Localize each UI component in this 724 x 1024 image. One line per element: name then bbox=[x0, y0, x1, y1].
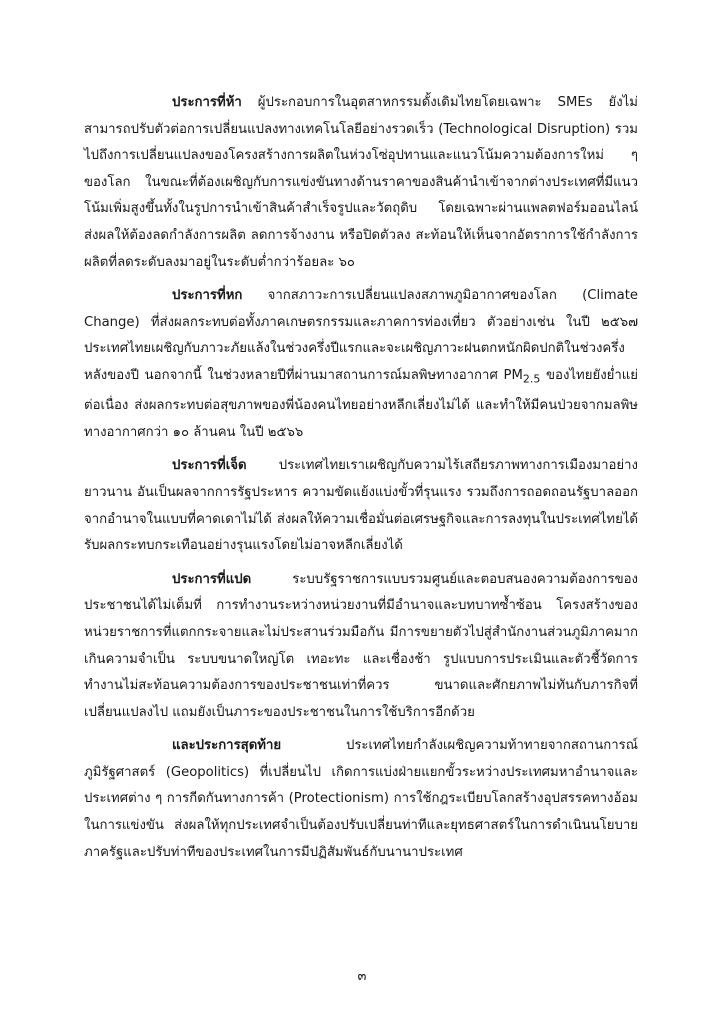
paragraph-heading: ประการที่หก bbox=[172, 288, 243, 304]
paragraph-text: จากสภาวะการเปลี่ยนแปลงสภาพภูมิอากาศของโลก (Climate Change) ที่ส่งผลกระทบต่อทั้งภาคเกษตรกรรมและภาคการท่องเที่ยว ตัวอย่างเช่น ในปี ๒๕๖๗ ประเทศไทยเผชิญกับภาวะภัยแล้งในช่วงครึ่งปีแรกและจะเผชิญภาวะฝนตกหนักผิดปกติในช่วงครึ่งหลังของปี นอกจากนี้ ในช่วงหลายปีที่ผ่านมาสถานการณ์มลพิษทางอากาศ PM bbox=[84, 288, 638, 383]
paragraph-sixth-factor bbox=[84, 283, 638, 446]
paragraph-text: ระบบรัฐราชการแบบรวมศูนย์และตอบสนองความต้องการของประชาชนได้ไม่เต็มที่ การทำงานระหว่างหน่วยงานที่มีอำนาจและบทบาทซ้ำซ้อน โครงสร้างของหน่วยราชการที่แตกกระจายและไม่ประสานร่วมมือกัน มีการขยายตัวไปสู่สำนักงานส่วนภูมิภาคมากเกินความจำเป็น ระบบขนาดใหญ่โต เทอะทะ และเชื่องช้า รูปแบบการประเมินและตัวชี้วัดการทำงานไม่สะท้อนความต้องการของประชาชนเท่าที่ควร ขนาดและศักยภาพไม่ทันกับภารกิจที่เปลี่ยนแปลงไป แถมยังเป็นภาระของประชาชนในการใช้บริการอีกด้วย bbox=[84, 571, 638, 720]
paragraph-seventh-factor bbox=[84, 453, 638, 559]
paragraph-text: ประเทศไทยเราเผชิญกับความไร้เสถียรภาพทางการเมืองมาอย่างยาวนาน อันเป็นผลจากการรัฐประหาร ความขัดแย้งแบ่งขั้วที่รุนแรง รวมถึงการถอดถอนรัฐบาลออกจากอำนาจในแบบที่คาดเดาไม่ได้ ส่งผลให้ความเชื่อมั่นต่อเศรษฐกิจและการลงทุนในประเทศไทยได้รับผลกระทบกระเทือนอย่างรุนแรงโดยไม่อาจหลีกเลี่ยงได้ bbox=[84, 458, 638, 554]
paragraph-text: ผู้ประกอบการในอุตสาหกรรมดั้งเดิมไทยโดยเฉพาะ SMEs ยังไม่สามารถปรับตัวต่อการเปลี่ยนแปลงทางเทคโนโลยีอย่างรวดเร็ว (Technological Disruption) รวมไปถึงการเปลี่ยนแปลงของโครงสร้างการผลิตในห่วงโซ่อุปทานและแนวโน้มความต้องการใหม่ ๆ ของโลก ในขณะที่ต้องเผชิญกับการแข่งขันทางด้านราคาของสินค้านำเข้าจากต่างประเทศที่มีแนวโน้มเพิ่มสูงขึ้นทั้งในรูปการนำเข้าสินค้าสำเร็จรูปและวัตถุดิบ โดยเฉพาะผ่านแพลตฟอร์มออนไลน์ ส่งผลให้ต้องลดกำลังการผลิต ลดการจ้างงาน หรือปิดตัวลง สะท้อนให้เห็นจากอัตราการใช้กำลังการผลิตที่ลดระดับลงมาอยู่ในระดับต่ำกว่าร้อยละ ๖๐ bbox=[84, 95, 638, 270]
paragraph-heading: ประการที่เจ็ด bbox=[172, 458, 247, 474]
paragraph-text: ประเทศไทยกำลังเผชิญความท้าทายจากสถานการณ์ภูมิรัฐศาสตร์ (Geopolitics) ที่เปลี่ยนไป เกิดการแบ่งฝ่ายแยกขั้วระหว่างประเทศมหาอำนาจและประเทศต่าง ๆ การกีดกันทางการค้า (Protectionism) การใช้กฎระเบียบโลกสร้างอุปสรรคทางอ้อมในการแข่งขัน ส่งผลให้ทุกประเทศจำเป็นต้องปรับเปลี่ยนท่าทีและยุทธศาสตร์ในการดำเนินนโยบายภาครัฐและปรับท่าทีของประเทศในการมีปฏิสัมพันธ์กับนานาประเทศ bbox=[84, 738, 638, 860]
paragraph-heading: และประการสุดท้าย bbox=[172, 738, 282, 754]
page-number: ๓ bbox=[357, 969, 367, 984]
paragraph-eighth-factor bbox=[84, 567, 638, 727]
pm-subscript: 2.5 bbox=[522, 372, 541, 386]
paragraph-heading: ประการที่ห้า bbox=[172, 95, 242, 110]
paragraph-heading: ประการที่แปด bbox=[172, 571, 252, 587]
paragraph-text-continued: ของไทยยังย่ำแย่ต่อเนื่อง ส่งผลกระทบต่อสุขภาพของพี่น้องคนไทยอย่างหลีกเลี่ยงไม่ได้ และทำให้มีคนป่วยจากมลพิษทางอากาศกว่า ๑๐ ล้านคน ในปี ๒๕๖๖ bbox=[84, 367, 638, 440]
paragraph-fifth-factor bbox=[84, 90, 638, 276]
paragraph-final-factor bbox=[84, 733, 638, 866]
